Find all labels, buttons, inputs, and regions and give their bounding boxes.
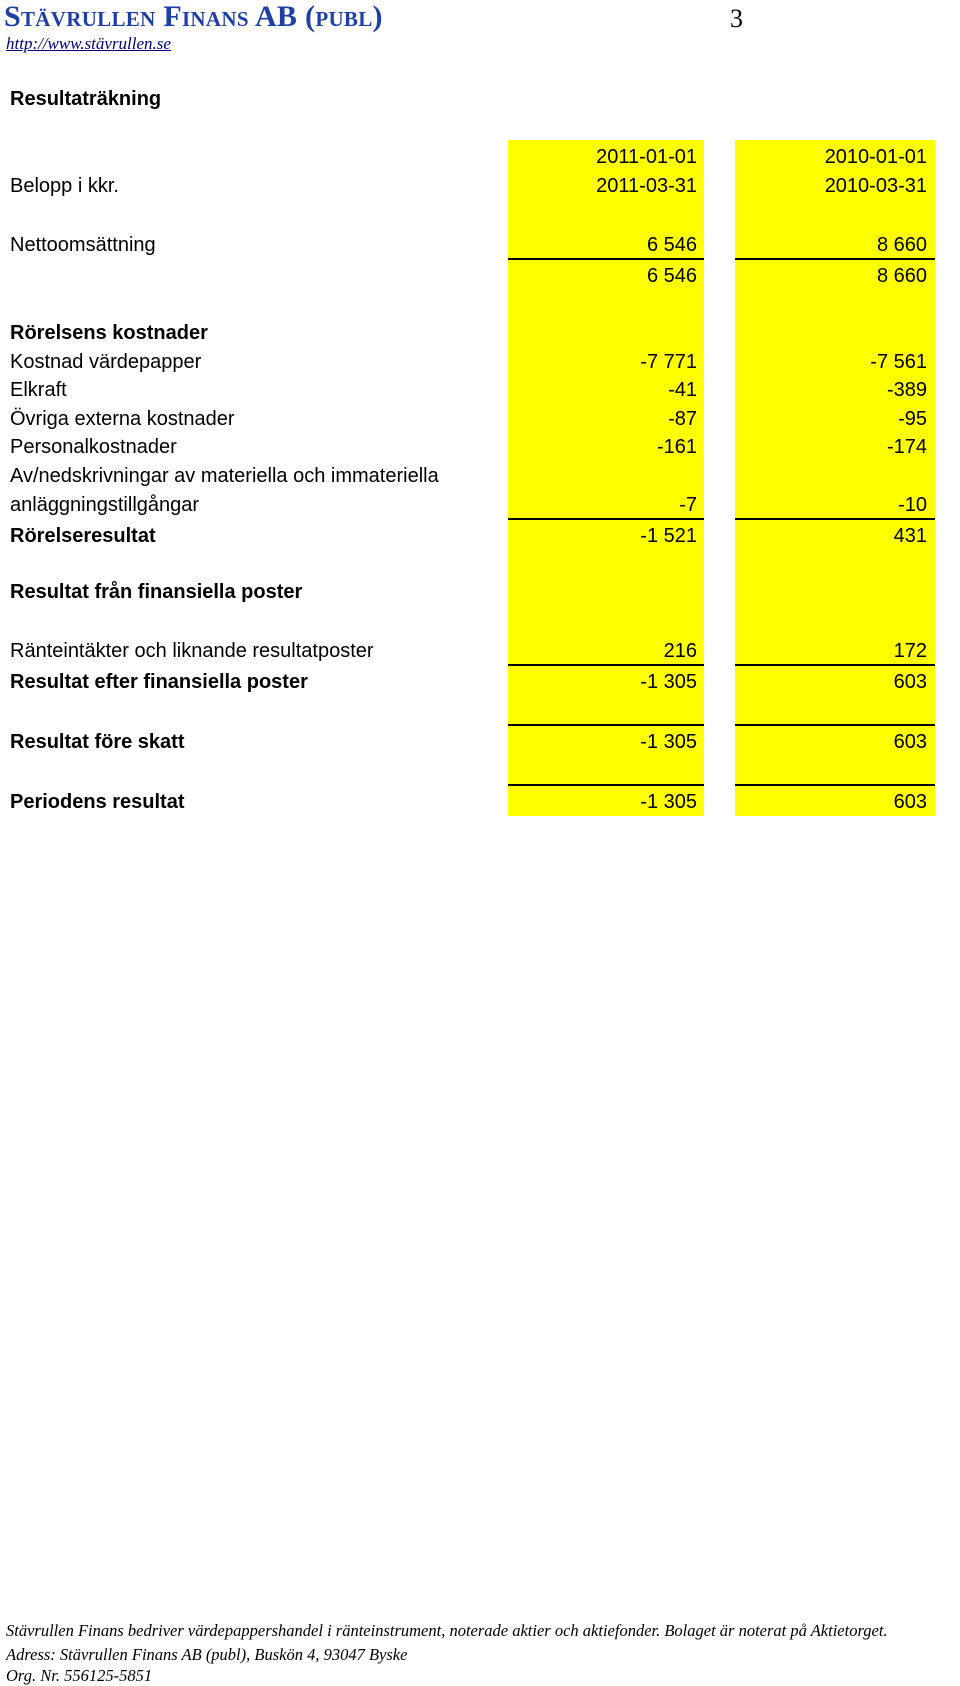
divider — [508, 784, 704, 786]
row-label: Resultat före skatt — [10, 731, 185, 753]
period-to-row — [0, 171, 960, 201]
value-2011: 6 546 — [646, 265, 697, 287]
row-label: Ränteintäkter och liknande resultatposter — [10, 640, 374, 662]
value-2011: -7 — [679, 494, 697, 516]
report-title-row — [0, 84, 960, 114]
section-heading: Rörelsens kostnader — [10, 322, 208, 344]
value-2010: 603 — [893, 791, 927, 813]
row-label: Övriga externa kostnader — [10, 408, 235, 430]
table-row — [0, 787, 960, 817]
table-row — [0, 636, 960, 666]
value-2011: -7 771 — [640, 351, 697, 373]
row-label: Resultat efter finansiella poster — [10, 671, 308, 693]
section-heading: Resultat från finansiella poster — [10, 581, 303, 603]
divider — [735, 518, 935, 520]
value-2010: -7 561 — [870, 351, 927, 373]
page-number: 3 — [730, 4, 743, 33]
table-row — [0, 261, 960, 291]
col1-to-date: 2011-03-31 — [596, 175, 697, 197]
value-2011: 216 — [663, 640, 697, 662]
value-2010: 603 — [893, 731, 927, 753]
value-2010: 8 660 — [876, 234, 927, 256]
value-2011: -1 305 — [640, 731, 697, 753]
table-row — [0, 230, 960, 260]
value-2010: -389 — [886, 379, 927, 401]
value-2010: 172 — [893, 640, 927, 662]
table-row — [0, 432, 960, 462]
divider — [735, 784, 935, 786]
row-label: Rörelseresultat — [10, 525, 156, 547]
amount-unit-label: Belopp i kkr. — [10, 175, 119, 197]
divider — [735, 664, 935, 666]
divider — [735, 258, 935, 260]
value-2010: -174 — [886, 436, 927, 458]
row-label: Kostnad värdepapper — [10, 351, 202, 373]
value-2010: 431 — [893, 525, 927, 547]
value-2010: -10 — [898, 494, 927, 516]
row-label: Nettoomsättning — [10, 234, 156, 256]
section-heading-row — [0, 577, 960, 607]
value-2011: -161 — [656, 436, 697, 458]
company-name: Stävrullen Finans AB (publ) — [4, 0, 383, 33]
footer-org-number: Org. Nr. 556125-5851 — [6, 1666, 153, 1685]
table-row — [0, 490, 960, 520]
value-2011: -1 305 — [640, 791, 697, 813]
row-label: Periodens resultat — [10, 791, 185, 813]
table-row — [0, 461, 960, 491]
value-2010: 603 — [893, 671, 927, 693]
table-row — [0, 375, 960, 405]
value-2010: 8 660 — [876, 265, 927, 287]
report-title: Resultaträkning — [10, 88, 162, 110]
value-2011: -87 — [668, 408, 697, 430]
row-label: Elkraft — [10, 379, 67, 401]
table-row — [0, 404, 960, 434]
col1-from-date: 2011-01-01 — [596, 146, 697, 168]
table-row — [0, 521, 960, 551]
row-label: Av/nedskrivningar av materiella och immateriella — [10, 465, 439, 487]
value-2011: 6 546 — [646, 234, 697, 256]
divider — [508, 724, 704, 726]
value-2011: -1 305 — [640, 671, 697, 693]
table-row — [0, 347, 960, 377]
value-2010: -95 — [898, 408, 927, 430]
divider — [508, 518, 704, 520]
period-from-row — [0, 142, 960, 172]
footer-description: Stävrullen Finans bedriver värdepappershandel i ränteinstrument, noterade aktier och aktiefonder. Bolaget är noterat på Aktietorget. — [6, 1621, 888, 1640]
table-row — [0, 727, 960, 757]
website-link[interactable]: http://www.stävrullen.se — [6, 34, 171, 53]
table-row — [0, 667, 960, 697]
divider — [508, 258, 704, 260]
divider — [735, 724, 935, 726]
value-2011: -1 521 — [640, 525, 697, 547]
footer-address: Adress: Stävrullen Finans AB (publ), Buskön 4, 93047 Byske — [6, 1645, 408, 1664]
col2-to-date: 2010-03-31 — [824, 175, 927, 197]
row-label: anläggningstillgångar — [10, 494, 200, 516]
divider — [508, 664, 704, 666]
section-heading-row — [0, 318, 960, 348]
col2-from-date: 2010-01-01 — [824, 146, 927, 168]
value-2011: -41 — [668, 379, 697, 401]
row-label: Personalkostnader — [10, 436, 177, 458]
